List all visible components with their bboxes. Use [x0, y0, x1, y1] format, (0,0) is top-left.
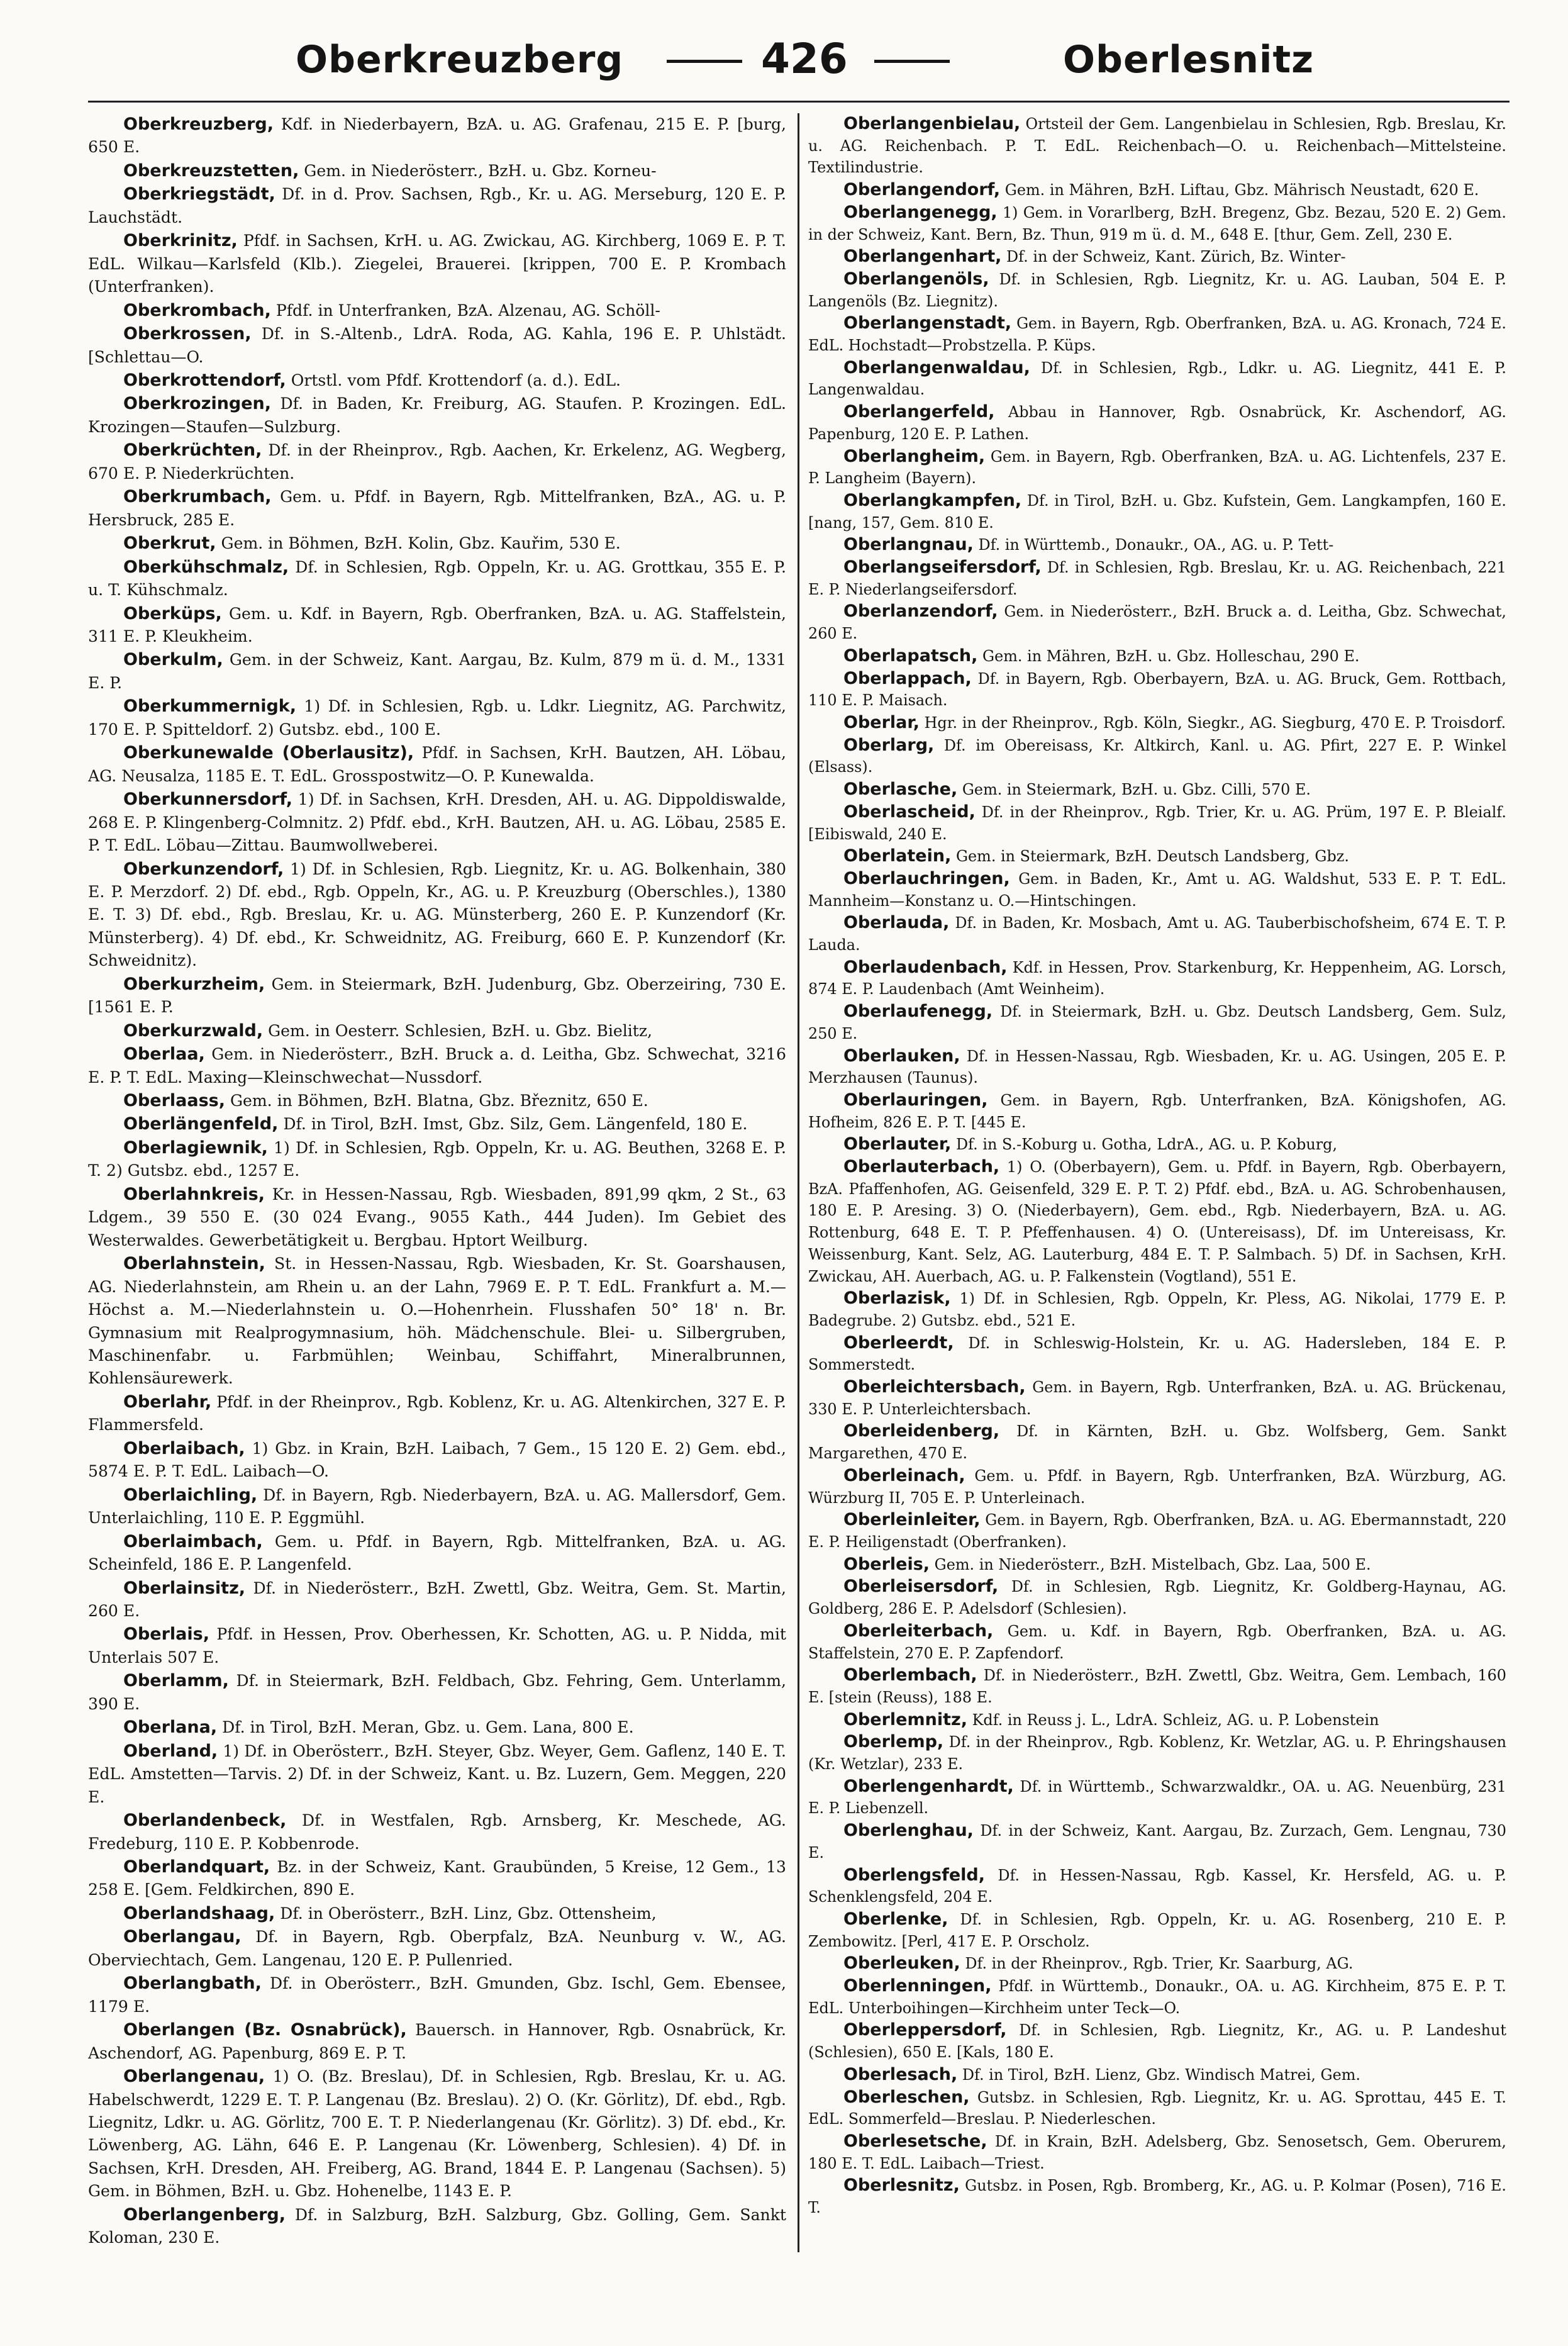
- page-number: 426: [761, 35, 848, 83]
- column-divider: [798, 113, 799, 2252]
- entry-text: Gem. in Steiermark, BzH. Deutsch Landsberg, Gbz.: [951, 847, 1349, 866]
- entry-text: Df. in Tirol, BzH. Lienz, Gbz. Windisch Matrei, Gem.: [957, 2065, 1361, 2084]
- entry: [808, 668, 1506, 712]
- entry: [88, 695, 786, 741]
- entry-text: Df. in der Rheinprov., Rgb. Aachen, Kr. Erkelenz, AG. Wegberg, 670 E. P. Niederkrüchten.: [88, 441, 786, 483]
- entry-headword: Oberlauringen,: [843, 1090, 988, 1110]
- entry: [88, 1623, 786, 1669]
- entry: [88, 973, 786, 1019]
- entry-headword: Oberkrinitz,: [123, 231, 238, 251]
- entry: [88, 1253, 786, 1390]
- entry-text: Df. in Steiermark, BzH. Feldbach, Gbz. Fehring, Gem. Unterlamm, 390 E.: [88, 1672, 786, 1713]
- entry: [808, 912, 1506, 956]
- entry-headword: Oberkrossen,: [123, 324, 252, 344]
- entry-text: Df. in Oberösterr., BzH. Linz, Gbz. Ottensheim,: [275, 1904, 657, 1923]
- entry-headword: Oberlengsfeld,: [843, 1865, 985, 1885]
- entry-headword: Oberleisersdorf,: [843, 1577, 999, 1597]
- header-last-entry: Oberlesnitz: [1063, 38, 1315, 82]
- entry-headword: Oberlangen (Bz. Osnabrück),: [123, 2020, 407, 2040]
- entry: [88, 603, 786, 649]
- entry-headword: Oberleschen,: [843, 2087, 970, 2107]
- entry: [88, 113, 786, 159]
- entry: [808, 313, 1506, 356]
- entry: [808, 401, 1506, 445]
- entry-text: Pfdf. in Hessen, Prov. Oberhessen, Kr. Schotten, AG. u. P. Nidda, mit Unterlais 507 E.: [88, 1625, 786, 1667]
- entry-headword: Oberlappach,: [843, 668, 972, 688]
- entry-headword: Oberkrozingen,: [123, 394, 272, 414]
- left-column: [88, 113, 786, 2265]
- entry-text: Df. in d. Prov. Sachsen, Rgb., Kr. u. AG. Merseburg, 120 E. P. Lauchstädt.: [88, 185, 786, 226]
- entry-text: Df. in der Rheinprov., Rgb. Trier, Kr. Saarburg, AG.: [960, 1955, 1354, 1973]
- entry: [88, 1391, 786, 1437]
- entry: [808, 534, 1506, 556]
- entry-text: Gem. in Bayern, Rgb. Unterfranken, BzA. u. AG. Brückenau, 330 E. P. Unterleichtersbach.: [808, 1378, 1506, 1418]
- entry: [88, 1809, 786, 1855]
- entry-headword: Oberlandshaag,: [123, 1903, 275, 1923]
- entry-headword: Oberlauchringen,: [843, 868, 1010, 888]
- entry-headword: Oberlasche,: [843, 779, 958, 800]
- entry: [88, 1183, 786, 1252]
- entry: [808, 1332, 1506, 1376]
- entry-headword: Oberlauterbach,: [843, 1157, 1000, 1177]
- entry: [808, 113, 1506, 179]
- entry-text: Df. in der Schweiz, Kant. Zürich, Bz. Winter-: [1001, 248, 1346, 266]
- entry: [88, 788, 786, 857]
- entry-headword: Oberlesnitz,: [843, 2176, 960, 2196]
- entry: [88, 742, 786, 788]
- entry-text: Df. in Niederösterr., BzH. Zwettl, Gbz. Weitra, Gem. St. Martin, 260 E.: [88, 1578, 786, 1620]
- entry-text: Df. in Bayern, Rgb. Oberbayern, BzA. u. AG. Bruck, Gem. Rottbach, 110 E. P. Maisach.: [808, 669, 1506, 710]
- entry: [88, 1926, 786, 1972]
- entry-text: Df. in Kärnten, BzH. u. Gbz. Wolfsberg, Gem. Sankt Margarethen, 470 E.: [808, 1422, 1506, 1463]
- entry-headword: Oberkrüchten,: [123, 440, 262, 461]
- entry-headword: Oberlangkampfen,: [843, 490, 1022, 510]
- entry-text: Df. in Niederösterr., BzH. Zwettl, Gbz. Weitra, Gem. Lembach, 160 E. [stein (Reuss), 188 E.: [808, 1667, 1506, 1706]
- entry-text: Df. in Tirol, BzH. Meran, Gbz. u. Gem. Lana, 800 E.: [217, 1718, 634, 1737]
- entry-headword: Oberlembach,: [843, 1665, 977, 1685]
- entry: [808, 357, 1506, 401]
- entry-headword: Oberlenghau,: [843, 1821, 974, 1841]
- entry-headword: Oberlesetsche,: [843, 2131, 987, 2151]
- entry-text: Df. in Krain, BzH. Adelsberg, Gbz. Senosetsch, Gem. Oberurem, 180 E. T. EdL. Laibach—Triest.: [808, 2132, 1506, 2172]
- entry-headword: Oberlahr,: [123, 1392, 212, 1412]
- entry: [808, 1156, 1506, 1287]
- entry-headword: Oberkunewalde (Oberlausitz),: [123, 743, 414, 763]
- entry-text: Pfdf. in Sachsen, KrH. Bautzen, AH. Löbau, AG. Neusalza, 1185 E. T. EdL. Grosspostwitz—O. P. Kunewalda.: [88, 744, 786, 785]
- entry-text: Ortsteil der Gem. Langenbielau in Schlesien, Rgb. Breslau, Kr. u. AG. Reichenbach. P. T. EdL. Reichenbach—O. u. Reichenbach—Mittelsteine. Textilindustrie.: [808, 115, 1506, 177]
- entry-headword: Oberlahnstein,: [123, 1254, 265, 1274]
- entry-headword: Oberkurzwald,: [123, 1020, 264, 1041]
- entry-headword: Oberkrombach,: [123, 300, 271, 320]
- entry-text: Gem. u. Pfdf. in Bayern, Rgb. Unterfranken, BzA. Würzburg, AG. Würzburg II, 705 E. P. Unterleinach.: [808, 1466, 1506, 1507]
- entry: [88, 1531, 786, 1577]
- entry-headword: Oberkrumbach,: [123, 487, 272, 507]
- entry-headword: Oberlais,: [123, 1624, 209, 1645]
- entry: [808, 446, 1506, 489]
- entry-headword: Oberlesach,: [843, 2064, 958, 2084]
- entry-text: Df. in Schlesien, Rgb., Ldkr. u. AG. Liegnitz, 441 E. P. Langenwaldau.: [808, 359, 1506, 399]
- entry: [88, 1137, 786, 1183]
- entry-text: St. in Hessen-Nassau, Rgb. Wiesbaden, Kr. St. Goarshausen, AG. Niederlahnstein, am Rhein u. an der Lahn, 7969 E. P. T. EdL. Frankfurt a. M.—Höchst a. M.—Niederlahnstein u. O.—Hohenrhein. Flusshafen 50° 18' n. Br. Gymnasium mit Realprogymnasium, höh. Mädchenschule. Blei- u. Silbergruben, Maschinenfabr. u. Farbmühlen; Weinbau, Schiffahrt, Mineralbrunnen, Kohlensäurewerk.: [88, 1254, 786, 1388]
- entry: [88, 556, 786, 602]
- entry: [808, 712, 1506, 734]
- entry: [88, 369, 786, 392]
- entry: [88, 2204, 786, 2250]
- entry-text: Pfdf. in Sachsen, KrH. u. AG. Zwickau, AG. Kirchberg, 1069 E. P. T. EdL. Wilkau—Karlsfeld (Klb.). Ziegelei, Brauerei. [krippen, 700 E. P. Krombach (Unterfranken).: [88, 232, 786, 296]
- entry-headword: Oberlainsitz,: [123, 1578, 246, 1598]
- entry-headword: Oberlanzendorf,: [843, 601, 998, 622]
- entry: [88, 1716, 786, 1739]
- entry: [808, 735, 1506, 778]
- entry-headword: Oberlemnitz,: [843, 1709, 967, 1729]
- entry-headword: Oberlaudenbach,: [843, 957, 1008, 977]
- entry-text: Df. in S.-Altenb., LdrA. Roda, AG. Kahla, 196 E. P. Uhlstädt. [Schlettau—O.: [88, 325, 786, 366]
- entry-headword: Oberlangenberg,: [123, 2204, 286, 2225]
- entry-text: Df. in Westfalen, Rgb. Arnsberg, Kr. Meschede, AG. Fredeburg, 110 E. P. Kobbenrode.: [88, 1811, 786, 1853]
- entry-headword: Oberlana,: [123, 1718, 218, 1738]
- entry-text: Df. in Schlesien, Rgb. Liegnitz, Kr., AG. u. P. Landeshut (Schlesien), 650 E. [Kals, 180 E.: [808, 2021, 1506, 2062]
- entry-text: Gem. u. Pfdf. in Bayern, Rgb. Mittelfranken, BzA., AG. u. P. Hersbruck, 285 E.: [88, 488, 786, 529]
- entry-headword: Oberlangenstadt,: [843, 313, 1012, 333]
- entry: [808, 2087, 1506, 2130]
- entry-headword: Oberlaass,: [123, 1091, 225, 1111]
- entry-text: Df. in Württemb., Donaukr., OA., AG. u. P. Tett-: [973, 536, 1334, 554]
- entry: [88, 439, 786, 485]
- entry-headword: Oberkrottendorf,: [123, 370, 286, 390]
- entry-text: Gem. in Oesterr. Schlesien, BzH. u. Gbz. Bielitz,: [263, 1021, 653, 1040]
- right-column: [808, 113, 1506, 2265]
- entry: [808, 2131, 1506, 2174]
- entry: [808, 1776, 1506, 1819]
- entry: [808, 1046, 1506, 1089]
- entry-headword: Oberlauken,: [843, 1046, 960, 1066]
- entry-text: Bauersch. in Hannover, Rgb. Osnabrück, Kr. Aschendorf, AG. Papenburg, 869 E. P. T.: [88, 2021, 786, 2062]
- entry-text: Gem. in Niederösterr., BzH. Mistelbach, Gbz. Laa, 500 E.: [930, 1555, 1371, 1573]
- entry-headword: Oberlascheid,: [843, 802, 976, 822]
- entry-headword: Oberleinleiter,: [843, 1510, 981, 1530]
- entry-text: 1) Df. in Schlesien, Rgb. Oppeln, Kr. Pless, AG. Nikolai, 1779 E. P. Badegrube. 2) Gutsbz. ebd., 521 E.: [808, 1290, 1506, 1329]
- entry: [808, 1709, 1506, 1731]
- entry-text: Df. in Hessen-Nassau, Rgb. Kassel, Kr. Hersfeld, AG. u. P. Schenklengsfeld, 204 E.: [808, 1866, 1506, 1906]
- entry-text: Gem. in Mähren, BzH. Liftau, Gbz. Mährisch Neustadt, 620 E.: [1000, 181, 1479, 199]
- entry: [808, 1090, 1506, 1133]
- entry-headword: Oberlangenöls,: [843, 269, 989, 289]
- entry: [808, 490, 1506, 533]
- header-dash-left: [667, 60, 742, 63]
- entry-text: Df. in S.-Koburg u. Gotha, LdrA., AG. u. P. Koburg,: [951, 1136, 1338, 1154]
- entry-headword: Oberlangenegg,: [843, 202, 998, 222]
- entry-headword: Oberlangenbielau,: [843, 114, 1021, 133]
- entry-text: Gem. in Böhmen, BzH. Kolin, Gbz. Kauřim, 530 E.: [216, 534, 621, 553]
- entry-text: Df. in der Rheinprov., Rgb. Trier, Kr. u. AG. Prüm, 197 E. P. Bleialf. [Eibiswald, 240 E.: [808, 803, 1506, 843]
- entry-text: Pfdf. in Unterfranken, BzA. Alzenau, AG. Schöll-: [270, 301, 660, 320]
- entry: [808, 1665, 1506, 1708]
- entry: [88, 1090, 786, 1112]
- entry-headword: Oberkunnersdorf,: [123, 790, 292, 810]
- entry-text: Gem. in Mähren, BzH. u. Gbz. Holleschau, 290 E.: [977, 647, 1360, 665]
- entry-headword: Oberlemp,: [843, 1732, 944, 1752]
- entry: [808, 1621, 1506, 1664]
- entry-headword: Oberlenningen,: [843, 1976, 992, 1996]
- entry-text: 1) O. (Bz. Breslau), Df. in Schlesien, Rgb. Breslau, Kr. u. AG. Habelschwerdt, 1229 E. T. P. Langenau (Bz. Breslau). 2) O. (Kr. Görlitz), Df. ebd., Rgb. Liegnitz, Ldkr. u. AG. Görlitz, 700 E. T. P. Niederlangenau (Kr. Görlitz). 3) Df. ebd., Kr. Löwenberg, AG. Lähn, 646 E. P. Langenau (Kr. Löwenberg, Schlesien). 4) Df. in Sachsen, KrH. Dresden, AH. Freiberg, AG. Brand, 1844 E. P. Langenau (Sachsen). 5) Gem. in Böhmen, BzH. u. Gbz. Hohenelbe, 1143 E. P.: [88, 2067, 786, 2201]
- entry-text: Hgr. in der Rheinprov., Rgb. Köln, Siegkr., AG. Siegburg, 470 E. P. Troisdorf.: [920, 713, 1506, 732]
- entry-text: Df. in Bayern, Rgb. Niederbayern, BzA. u. AG. Mallersdorf, Gem. Unterlaichling, 110 E. P. Eggmühl.: [88, 1485, 786, 1528]
- entry: [88, 299, 786, 322]
- entry-headword: Oberlazisk,: [843, 1288, 951, 1309]
- entry: [88, 858, 786, 973]
- entry: [88, 1577, 786, 1623]
- entry-headword: Oberleidenberg,: [843, 1421, 1000, 1441]
- entry-text: Df. in der Rheinprov., Rgb. Koblenz, Kr. Wetzlar, AG. u. P. Ehringshausen (Kr. Wetzlar), 233 E.: [808, 1733, 1506, 1773]
- entry-text: Df. in Schlesien, Rgb. Breslau, Kr. u. AG. Reichenbach, 221 E. P. Niederlangseifersdorf.: [808, 559, 1506, 598]
- entry-headword: Oberlaimbach,: [123, 1531, 263, 1551]
- entry: [808, 1953, 1506, 1975]
- entry: [88, 1438, 786, 1483]
- entry-headword: Oberleppersdorf,: [843, 2020, 1007, 2040]
- entry-text: Df. in Schlesien, Rgb. Oppeln, Kr. u. AG. Rosenberg, 210 E. P. Zembowitz. [Perl, 417 E. P. Orscholz.: [808, 1910, 1506, 1950]
- entry-text: Gem. in Baden, Kr., Amt u. AG. Waldshut, 533 E. P. T. EdL. Mannheim—Konstanz u. O.—Hintschingen.: [808, 869, 1506, 910]
- entry-headword: Oberlandquart,: [123, 1857, 270, 1877]
- entry-headword: Oberlaibach,: [123, 1438, 245, 1458]
- entry-text: Df. in Schlesien, Rgb. Liegnitz, Kr. u. AG. Lauban, 504 E. P. Langenöls (Bz. Liegnitz).: [808, 270, 1506, 310]
- entry-headword: Oberlagiewnik,: [123, 1137, 268, 1158]
- entry-headword: Oberlaa,: [123, 1044, 205, 1064]
- entry-headword: Oberleichtersbach,: [843, 1377, 1026, 1397]
- entry: [808, 246, 1506, 268]
- entry: [88, 1043, 786, 1089]
- entry-headword: Oberland,: [123, 1741, 218, 1761]
- entry: [88, 532, 786, 555]
- entry-headword: Oberlangnau,: [843, 535, 974, 555]
- entry-text: Gutsbz. in Schlesien, Rgb. Liegnitz, Kr. u. AG. Sprottau, 445 E. T. EdL. Sommerfeld—Breslau. P. Niederleschen.: [808, 2088, 1506, 2128]
- entry: [808, 269, 1506, 312]
- entry-text: Df. im Obereisass, Kr. Altkirch, Kanl. u. AG. Pfirt, 227 E. P. Winkel (Elsass).: [808, 736, 1506, 776]
- entry: [808, 1421, 1506, 1464]
- entry-text: 1) Gbz. in Krain, BzH. Laibach, 7 Gem., 15 120 E. 2) Gem. ebd., 5874 E. P. T. EdL. Laibach—O.: [88, 1439, 786, 1481]
- entry-headword: Oberleiterbach,: [843, 1621, 994, 1641]
- entry: [808, 557, 1506, 600]
- entry: [88, 323, 786, 369]
- entry: [808, 1731, 1506, 1775]
- entry-text: Gem. in Steiermark, BzH. u. Gbz. Cilli, 570 E.: [957, 781, 1311, 799]
- entry-text: Df. in Württemb., Schwarzwaldkr., OA. u. AG. Neuenbürg, 231 E. P. Liebenzell.: [808, 1777, 1506, 1818]
- entry: [808, 2019, 1506, 2063]
- entry-text: Kdf. in Reuss j. L., LdrA. Schleiz, AG. u. P. Lobenstein: [967, 1711, 1379, 1729]
- entry-text: Df. in Tirol, BzH. u. Gbz. Kufstein, Gem. Langkampfen, 160 E. [nang, 157, Gem. 810 E.: [808, 491, 1506, 532]
- entry-text: Gutsbz. in Posen, Rgb. Bromberg, Kr., AG. u. P. Kolmar (Posen), 716 E. T.: [808, 2177, 1506, 2217]
- entry: [808, 1001, 1506, 1044]
- entry-headword: Oberlaufenegg,: [843, 1002, 993, 1022]
- entry: [808, 1909, 1506, 1952]
- entry-text: Df. in Schlesien, Rgb. Oppeln, Kr. u. AG. Grottkau, 355 E. P. u. T. Kühschmalz.: [88, 557, 786, 600]
- entry-headword: Oberkummernigk,: [123, 696, 296, 717]
- entry-text: Gem. u. Kdf. in Bayern, Rgb. Oberfranken, BzA. u. AG. Staffelstein, 311 E. P. Kleukheim.: [88, 604, 786, 645]
- entry: [88, 2019, 786, 2065]
- header-dash-right: [874, 60, 950, 63]
- entry-text: 1) Df. in Oberösterr., BzH. Steyer, Gbz. Weyer, Gem. Gaflenz, 140 E. T. EdL. Amstetten—Tarvis. 2) Df. in der Schweiz, Kant. u. Bz. Luzern, Gem. Meggen, 220 E.: [88, 1741, 786, 1806]
- entry-headword: Oberlarg,: [843, 735, 935, 755]
- entry-headword: Oberlängenfeld,: [123, 1114, 279, 1134]
- entry: [88, 230, 786, 298]
- entry-headword: Oberlahnkreis,: [123, 1184, 265, 1204]
- entry-headword: Oberkreuzstetten,: [123, 160, 299, 181]
- entry-text: Df. in Hessen-Nassau, Rgb. Wiesbaden, Kr. u. AG. Usingen, 205 E. P. Merzhausen (Taunus).: [808, 1047, 1506, 1087]
- entry-text: Df. in Schleswig-Holstein, Kr. u. AG. Hadersleben, 184 E. P. Sommerstedt.: [808, 1334, 1506, 1374]
- entry: [808, 868, 1506, 912]
- entry-text: 1) Df. in Schlesien, Rgb. Oppeln, Kr. u. AG. Beuthen, 3268 E. P. T. 2) Gutsbz. ebd., 1257 E.: [88, 1138, 786, 1180]
- entry: [808, 1465, 1506, 1509]
- entry-headword: Oberlauter,: [843, 1134, 952, 1154]
- entry-headword: Oberlangbath,: [123, 1974, 262, 1994]
- entry-text: Pfdf. in der Rheinprov., Rgb. Koblenz, Kr. u. AG. Altenkirchen, 327 E. P. Flammersfeld.: [88, 1392, 786, 1434]
- entry-headword: Oberkriegstädt,: [123, 184, 275, 204]
- entry-text: Bz. in der Schweiz, Kant. Graubünden, 5 Kreise, 12 Gem., 13 258 E. [Gem. Feldkirchen, 890 E.: [88, 1857, 786, 1899]
- entry-text: Gem. in Niederösterr., BzH. Bruck a. d. Leitha, Gbz. Schwechat, 3216 E. P. T. EdL. Maxing—Kleinschwechat—Nussdorf.: [88, 1045, 786, 1086]
- entry-headword: Oberlamm,: [123, 1671, 229, 1691]
- entry: [88, 1670, 786, 1716]
- entry-headword: Oberlangendorf,: [843, 180, 1001, 200]
- entry: [88, 1484, 786, 1530]
- entry: [808, 1975, 1506, 2019]
- entry-text: 1) Df. in Sachsen, KrH. Dresden, AH. u. AG. Dippoldiswalde, 268 E. P. Klingenberg-Colmnitz. 2) Pfdf. ebd., KrH. Bautzen, AH. u. AG. Löbau, 2585 E. P. T. EdL. Löbau—Zittau. Baumwollweberei.: [88, 790, 786, 855]
- entry: [808, 2064, 1506, 2086]
- entry: [88, 183, 786, 229]
- entry-text: Df. in Baden, Kr. Freiburg, AG. Staufen. P. Krozingen. EdL. Krozingen—Staufen—Sulzburg.: [88, 394, 786, 436]
- entry-text: Gem. in Bayern, Rgb. Oberfranken, BzA. u. AG. Lichtenfels, 237 E. P. Langheim (Bayern).: [808, 447, 1506, 488]
- header-first-entry: Oberkreuzberg: [296, 38, 624, 82]
- entry-text: Gem. in Steiermark, BzH. Judenburg, Gbz. Oberzeiring, 730 E. [1561 E. P.: [88, 975, 786, 1017]
- entry-text: Pfdf. in Württemb., Donaukr., OA. u. AG. Kirchheim, 875 E. P. T. EdL. Unterboihingen—Kirchheim unter Teck—O.: [808, 1977, 1506, 2017]
- entry-text: Df. in Tirol, BzH. Imst, Gbz. Silz, Gem. Längenfeld, 180 E.: [278, 1115, 748, 1134]
- entry-headword: Oberleis,: [843, 1554, 930, 1574]
- entry: [808, 846, 1506, 868]
- entry-headword: Oberkurzheim,: [123, 974, 265, 994]
- entry-text: Gem. u. Kdf. in Bayern, Rgb. Oberfranken, BzA. u. AG. Staffelstein, 270 E. P. Zapfendorf.: [808, 1622, 1506, 1662]
- entry-text: 1) Df. in Schlesien, Rgb. Liegnitz, Kr. u. AG. Bolkenhain, 380 E. P. Merzdorf. 2) Df. ebd., Rgb. Oppeln, Kr., AG. u. P. Kreuzburg (Oberschles.), 1380 E. T. 3) Df. ebd., Rgb. Breslau, Kr. u. AG. Münsterberg, 260 E. P. Kunzendorf (Kr. Münsterberg). 4) Df. ebd., Kr. Schweidnitz, AG. Freiburg, 660 E. P. Kunzendorf (Kr. Schweidnitz).: [88, 859, 786, 970]
- entry-text: Df. in Oberösterr., BzH. Gmunden, Gbz. Ischl, Gem. Ebensee, 1179 E.: [88, 1974, 786, 2016]
- entry-headword: Oberlapatsch,: [843, 645, 978, 666]
- entry-text: Kdf. in Hessen, Prov. Starkenburg, Kr. Heppenheim, AG. Lorsch, 874 E. P. Laudenbach (Amt Weinheim).: [808, 958, 1506, 998]
- entry-headword: Oberlangheim,: [843, 446, 986, 466]
- entry: [88, 486, 786, 532]
- entry: [88, 649, 786, 695]
- entry-text: Gem. u. Pfdf. in Bayern, Rgb. Mittelfranken, BzA. u. AG. Scheinfeld, 186 E. P. Langenfeld.: [88, 1532, 786, 1574]
- entry-text: Df. in der Schweiz, Kant. Aargau, Bz. Zurzach, Gem. Lengnau, 730 E.: [808, 1822, 1506, 1862]
- entry-text: Df. in Steiermark, BzH. u. Gbz. Deutsch Landsberg, Gem. Sulz, 250 E.: [808, 1003, 1506, 1042]
- entry-text: Kdf. in Niederbayern, BzA. u. AG. Grafenau, 215 E. P. [burg, 650 E.: [88, 115, 786, 157]
- entry-headword: Oberkulm,: [123, 650, 223, 670]
- entry-headword: Oberlengenhardt,: [843, 1776, 1014, 1796]
- entry-text: 1) Gem. in Vorarlberg, BzH. Bregenz, Gbz. Bezau, 520 E. 2) Gem. in der Schweiz, Kant. Bern, Bz. Thun, 919 m ü. d. M., 648 E. [thur, Gem. Zell, 230 E.: [808, 203, 1506, 243]
- entry: [88, 2065, 786, 2203]
- entry: [88, 160, 786, 182]
- entry-headword: Oberkreuzberg,: [123, 115, 274, 134]
- entry: [88, 1113, 786, 1136]
- entry-text: Gem. in Bayern, Rgb. Oberfranken, BzA. u. AG. Kronach, 724 E. EdL. Hochstadt—Probstzella. P. Küps.: [808, 315, 1506, 355]
- entry: [808, 1820, 1506, 1863]
- entry-text: Gem. in der Schweiz, Kant. Aargau, Bz. Kulm, 879 m ü. d. M., 1331 E. P.: [88, 651, 786, 692]
- entry-text: Abbau in Hannover, Rgb. Osnabrück, Kr. Aschendorf, AG. Papenburg, 120 E. P. Lathen.: [808, 403, 1506, 443]
- entry: [808, 2175, 1506, 2218]
- entry-text: 1) Df. in Schlesien, Rgb. u. Ldkr. Liegnitz, AG. Parchwitz, 170 E. P. Spitteldorf. 2) Gutsbz. ebd., 100 E.: [88, 697, 786, 739]
- page-header: [0, 25, 1568, 94]
- entry: [808, 645, 1506, 667]
- entry-headword: Oberlangenau,: [123, 2067, 265, 2087]
- entry-headword: Oberlar,: [843, 712, 920, 732]
- entry-headword: Oberlatein,: [843, 846, 952, 866]
- entry-headword: Oberlangseifersdorf,: [843, 557, 1042, 578]
- entry-text: Df. in Schlesien, Rgb. Liegnitz, Kr. Goldberg-Haynau, AG. Goldberg, 286 E. P. Adelsdorf (Schlesien).: [808, 1578, 1506, 1618]
- entry: [808, 779, 1506, 801]
- entry-headword: Oberlauda,: [843, 913, 950, 933]
- entry-text: Df. in Bayern, Rgb. Oberpfalz, BzA. Neunburg v. W., AG. Oberviechtach, Gem. Langenau, 120 E. P. Pullenried.: [88, 1928, 786, 1969]
- entry-headword: Oberlangenhart,: [843, 247, 1002, 267]
- entry: [808, 1377, 1506, 1420]
- entry-text: Df. in Salzburg, BzH. Salzburg, Gbz. Golling, Gem. Sankt Koloman, 230 E.: [88, 2205, 786, 2247]
- header-rule: [88, 101, 1510, 103]
- entry-headword: Oberleerdt,: [843, 1332, 954, 1353]
- entry-headword: Oberlangau,: [123, 1927, 242, 1947]
- entry: [808, 1509, 1506, 1553]
- entry-text: Kr. in Hessen-Nassau, Rgb. Wiesbaden, 891,99 qkm, 2 St., 63 Ldgem., 39 550 E. (30 024 Evang., 9055 Kath., 444 Juden). Im Gebiet des Westerwaldes. Gewerbetätigkeit u. Bergbau. Hptort Weilburg.: [88, 1185, 786, 1249]
- entry-headword: Oberleuken,: [843, 1953, 960, 1974]
- entry: [88, 1902, 786, 1925]
- entry: [88, 1972, 786, 2018]
- entry-headword: Oberkühschmalz,: [123, 557, 289, 577]
- entry-text: Gem. in Böhmen, BzH. Blatna, Gbz. Březnitz, 650 E.: [225, 1092, 648, 1110]
- entry: [88, 1856, 786, 1902]
- entry: [808, 1134, 1506, 1156]
- entry-text: Gem. in Niederösterr., BzH. Bruck a. d. Leitha, Gbz. Schwechat, 260 E.: [808, 603, 1506, 643]
- entry-headword: Oberlangenwaldau,: [843, 357, 1030, 377]
- entry-headword: Oberlangerfeld,: [843, 402, 995, 422]
- entry: [808, 957, 1506, 1000]
- entry-headword: Oberküps,: [123, 603, 222, 623]
- entry: [808, 202, 1506, 245]
- entry: [808, 1288, 1506, 1331]
- entry-text: Gem. in Bayern, Rgb. Oberfranken, BzA. u. AG. Ebermannstadt, 220 E. P. Heiligenstadt (Oberfranken).: [808, 1511, 1506, 1551]
- entry-headword: Oberleinach,: [843, 1465, 965, 1485]
- entry: [88, 1740, 786, 1809]
- entry-headword: Oberlandenbeck,: [123, 1811, 287, 1831]
- entry-text: Gem. in Niederösterr., BzH. u. Gbz. Korneu-: [299, 161, 657, 180]
- entry: [808, 1554, 1506, 1576]
- entry: [88, 393, 786, 438]
- entry-headword: Oberkunzendorf,: [123, 859, 284, 879]
- entry-headword: Oberkrut,: [123, 533, 216, 554]
- entry-text: 1) O. (Oberbayern), Gem. u. Pfdf. in Bayern, Rgb. Oberbayern, BzA. Pfaffenhofen, AG. Geisenfeld, 329 E. P. T. 2) Pfdf. ebd., BzA. u. AG. Schrobenhausen, 180 E. P. Aresing. 3) O. (Niederbayern), Gem. ebd., Rgb. Niederbayern, BzA. u. AG. Rottenburg, 648 E. T. P. Pfeffenhausen. 4) O. (Untereisass), Df. im Untereisass, Kr. Weissenburg, Kant. Selz, AG. Lauterburg, 484 E. T. P. Salmbach. 5) Df. in Sachsen, KrH. Zwickau, AH. Auerbach, AG. u. P. Falkenstein (Vogtland), 551 E.: [808, 1158, 1506, 1285]
- entry-headword: Oberlenke,: [843, 1909, 948, 1929]
- entry-text: Gem. in Bayern, Rgb. Unterfranken, BzA. Königshofen, AG. Hofheim, 826 E. P. T. [445 E.: [808, 1091, 1506, 1131]
- entry: [808, 1865, 1506, 1908]
- entry: [88, 1020, 786, 1042]
- entry: [808, 1576, 1506, 1619]
- entry: [808, 802, 1506, 845]
- entry: [808, 601, 1506, 644]
- entry-headword: Oberlaichling,: [123, 1485, 258, 1505]
- entry-text: Ortstl. vom Pfdf. Krottendorf (a. d.). EdL.: [286, 371, 621, 389]
- entry: [808, 179, 1506, 201]
- entry-text: Df. in Baden, Kr. Mosbach, Amt u. AG. Tauberbischofsheim, 674 E. T. P. Lauda.: [808, 914, 1506, 954]
